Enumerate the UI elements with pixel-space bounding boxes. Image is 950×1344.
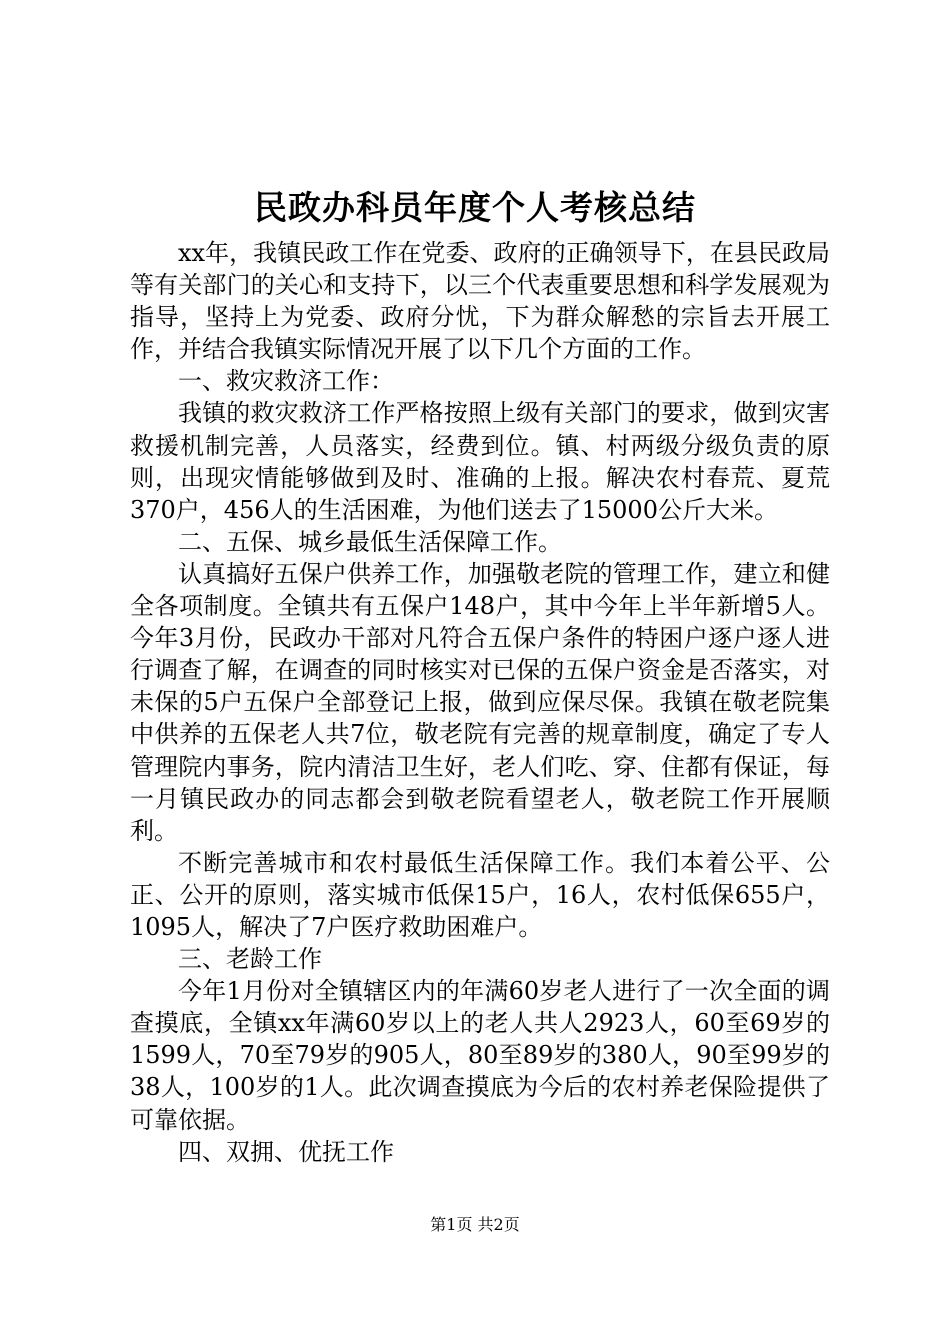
page-footer: 第1页 共2页 xyxy=(430,1215,520,1234)
section-heading-military-support: 四、双拥、优抚工作 xyxy=(178,1137,394,1166)
section-heading-disaster-relief: 一、救灾救济工作： xyxy=(178,367,394,396)
document-body xyxy=(130,237,830,1168)
minimum-living-paragraph: 不断完善城市和农村最低生活保障工作。我们本着公平、公正、公开的原则，落实城市低保15户，16人，农村低保655户，1095人，解决了7户医疗救助困难户。 xyxy=(130,848,830,941)
elderly-paragraph: 今年1月份对全镇辖区内的年满60岁老人进行了一次全面的调查摸底，全镇xx年满60岁以上的老人共人2923人，60至69岁的1599人，70至79岁的905人，80至89岁的380人，90至99岁的38人，100岁的1人。此次调查摸底为今后的农村养老保险提供了可靠依据。 xyxy=(130,977,830,1134)
disaster-relief-paragraph: 我镇的救灾救济工作严格按照上级有关部门的要求，做到灾害救援机制完善，人员落实，经费到位。镇、村两级分级负责的原则，出现灾情能够做到及时、准确的上报。解决农村春荒、夏荒370户，456人的生活困难，为他们送去了15000公斤大米。 xyxy=(130,399,830,524)
section-heading-elderly: 三、老龄工作 xyxy=(178,945,322,974)
section-heading-subsistence: 二、五保、城乡最低生活保障工作。 xyxy=(178,527,562,556)
five-guarantees-paragraph: 认真搞好五保户供养工作，加强敬老院的管理工作，建立和健全各项制度。全镇共有五保户148户，其中今年上半年新增5人。今年3月份，民政办干部对凡符合五保户条件的特困户逐户逐人进行调查了解，在调查的同时核实对已保的五保户资金是否落实，对未保的5户五保户全部登记上报，做到应保尽保。我镇在敬老院集中供养的五保老人共7位，敬老院有完善的规章制度，确定了专人管理院内事务，院内清洁卫生好，老人们吃、穿、住都有保证，每一月镇民政办的同志都会到敬老院看望老人，敬老院工作开展顺利。 xyxy=(130,559,830,845)
intro-paragraph: xx年，我镇民政工作在党委、政府的正确领导下，在县民政局等有关部门的关心和支持下，以三个代表重要思想和科学发展观为指导，坚持上为党委、政府分忧，下为群众解愁的宗旨去开展工作，并结合我镇实际情况开展了以下几个方面的工作。 xyxy=(130,239,830,364)
document-title: 民政办科员年度个人考核总结 xyxy=(254,188,696,227)
